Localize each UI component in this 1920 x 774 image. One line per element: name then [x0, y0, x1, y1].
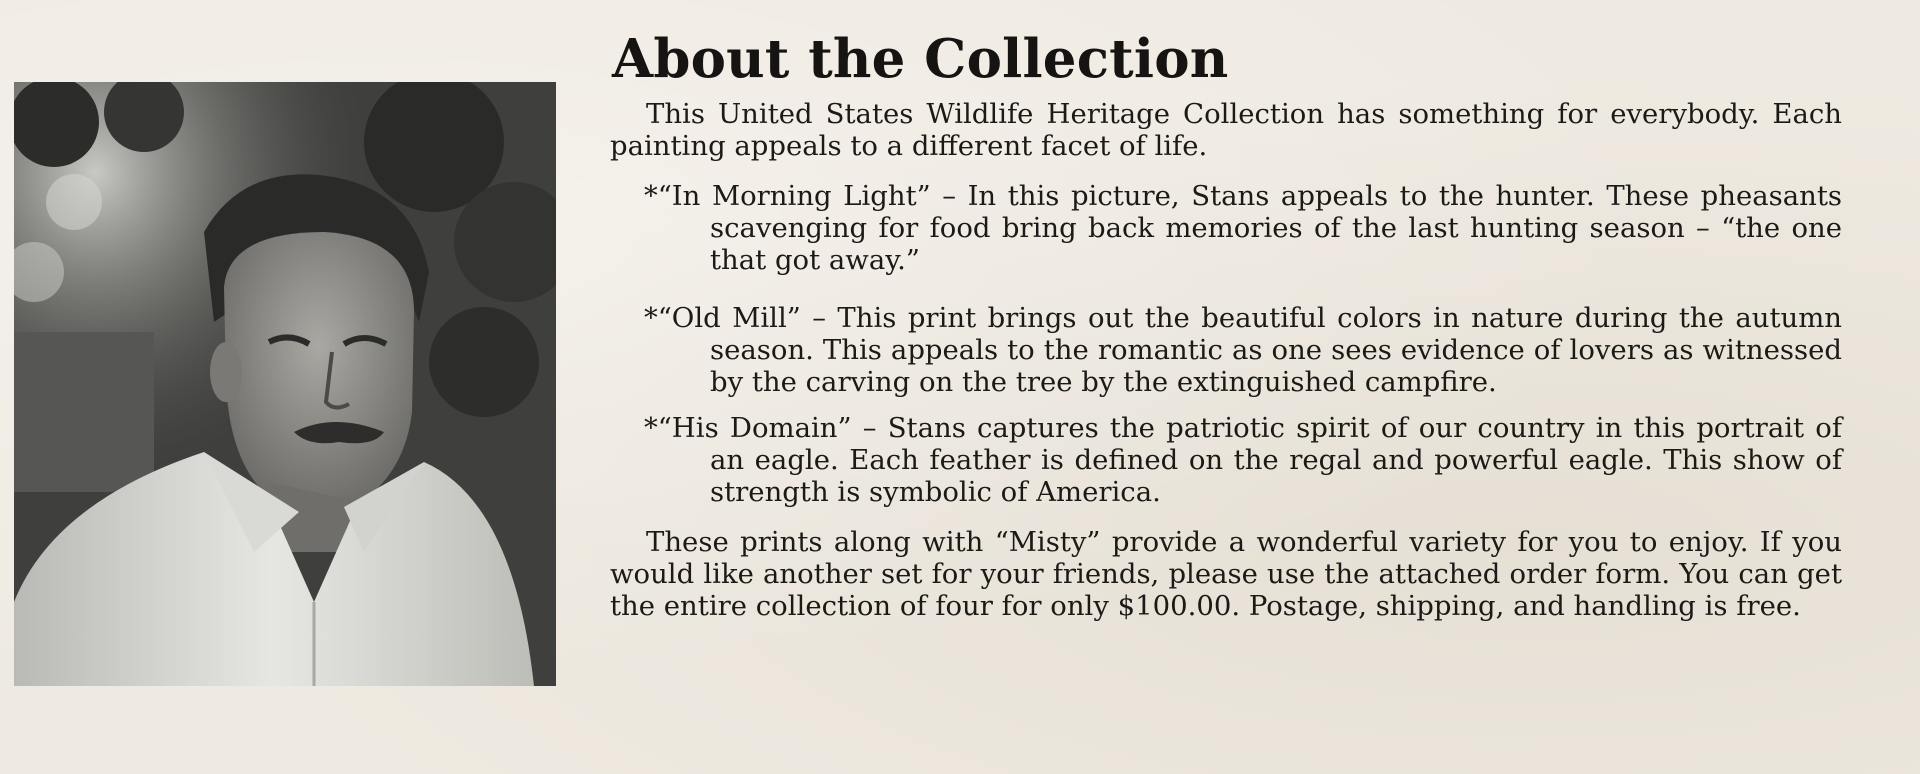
list-item: *“His Domain” – Stans captures the patriotic spirit of our country in this portrait of an eagle. Each feather is defined on the regal and powerful eagle. This show of strength is symbolic of America.: [644, 412, 1842, 508]
page-title: About the Collection: [612, 28, 1229, 90]
list-item: *“Old Mill” – This print brings out the beautiful colors in nature during the autumn season. This appeals to the romantic as one sees evidence of lovers as witnessed by the carving on the tree by the extinguished campfire.: [644, 302, 1842, 398]
article: [610, 28, 1842, 622]
closing-paragraph: These prints along with “Misty” provide a wonderful variety for you to enjoy. If you would like another set for your friends, please use the attached order form. You can get the entire collection of four for only $100.00. Postage, shipping, and handling is free.: [610, 526, 1842, 622]
intro-paragraph: This United States Wildlife Heritage Collection has something for everybody. Each painting appeals to a different facet of life.: [610, 98, 1842, 162]
portrait-photo: [14, 82, 556, 686]
list-item: *“In Morning Light” – In this picture, Stans appeals to the hunter. These pheasants scavenging for food bring back memories of the last hunting season – “the one that got away.”: [644, 180, 1842, 276]
portrait-photo-icon: [14, 82, 556, 686]
